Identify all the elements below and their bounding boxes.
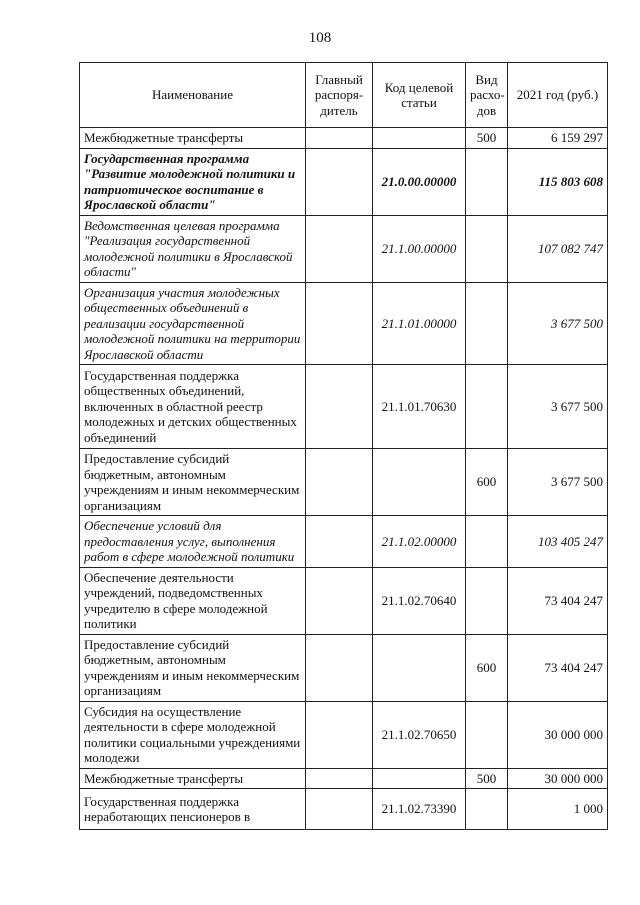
header-type: Вид расхо-дов	[466, 63, 508, 128]
cell-name: Предоставление субсидий бюджетным, автономным учреждениям и иным некоммерческим организациям	[80, 449, 306, 516]
table-row	[80, 701, 608, 768]
cell-type	[466, 701, 508, 768]
cell-amount: 107 082 747	[508, 215, 608, 282]
cell-name: Предоставление субсидий бюджетным, автономным учреждениям и иным некоммерческим организациям	[80, 634, 306, 701]
cell-name: Обеспечение условий для предоставления услуг, выполнения работ в сфере молодежной политики	[80, 516, 306, 568]
cell-code: 21.1.01.00000	[373, 282, 466, 365]
header-amount: 2021 год (руб.)	[508, 63, 608, 128]
cell-admin	[306, 789, 373, 830]
cell-type	[466, 282, 508, 365]
table-row	[80, 634, 608, 701]
cell-admin	[306, 701, 373, 768]
cell-type: 500	[466, 768, 508, 789]
cell-code	[373, 634, 466, 701]
header-name: Наименование	[80, 63, 306, 128]
cell-type: 500	[466, 128, 508, 149]
cell-type	[466, 789, 508, 830]
cell-admin	[306, 634, 373, 701]
cell-type: 600	[466, 634, 508, 701]
cell-code: 21.1.02.73390	[373, 789, 466, 830]
cell-code: 21.1.02.00000	[373, 516, 466, 568]
cell-name: Обеспечение деятельности учреждений, подведомственных учредителю в сфере молодежной политики	[80, 567, 306, 634]
cell-amount: 3 677 500	[508, 282, 608, 365]
table-row	[80, 516, 608, 568]
cell-admin	[306, 768, 373, 789]
cell-code	[373, 128, 466, 149]
cell-admin	[306, 128, 373, 149]
table-row	[80, 128, 608, 149]
table-row	[80, 449, 608, 516]
table-row	[80, 215, 608, 282]
page-number: 108	[308, 30, 332, 46]
budget-table	[79, 62, 608, 830]
cell-admin	[306, 567, 373, 634]
cell-name: Межбюджетные трансферты	[80, 768, 306, 789]
cell-name: Организация участия молодежных общественных объединений в реализации государственной молодежной политики на территории Ярославской области	[80, 282, 306, 365]
cell-amount: 103 405 247	[508, 516, 608, 568]
cell-name: Государственная поддержка неработающих пенсионеров в	[80, 789, 306, 830]
table-header-row	[80, 63, 608, 128]
table-row	[80, 768, 608, 789]
cell-name: Государственная поддержка общественных объединений, включенных в областной реестр молодежных и детских общественных объединений	[80, 365, 306, 449]
table-row	[80, 282, 608, 365]
cell-type	[466, 567, 508, 634]
cell-amount: 30 000 000	[508, 768, 608, 789]
cell-admin	[306, 449, 373, 516]
cell-amount: 115 803 608	[508, 148, 608, 215]
cell-admin	[306, 148, 373, 215]
cell-type	[466, 215, 508, 282]
table-row	[80, 567, 608, 634]
table-row	[80, 148, 608, 215]
header-code: Код целевой статьи	[373, 63, 466, 128]
table-row	[80, 365, 608, 449]
cell-code: 21.0.00.00000	[373, 148, 466, 215]
cell-amount: 3 677 500	[508, 449, 608, 516]
cell-type	[466, 365, 508, 449]
cell-type	[466, 516, 508, 568]
cell-code	[373, 449, 466, 516]
cell-name: Ведомственная целевая программа "Реализация государственной молодежной политики в Ярославской области"	[80, 215, 306, 282]
header-admin: Главный распоря-дитель	[306, 63, 373, 128]
cell-amount: 1 000	[508, 789, 608, 830]
cell-code: 21.1.02.70650	[373, 701, 466, 768]
cell-amount: 73 404 247	[508, 567, 608, 634]
cell-type	[466, 148, 508, 215]
cell-code: 21.1.00.00000	[373, 215, 466, 282]
cell-name: Субсидия на осуществление деятельности в сфере молодежной политики социальными учреждениями молодежи	[80, 701, 306, 768]
table-row	[80, 789, 608, 830]
cell-amount: 73 404 247	[508, 634, 608, 701]
cell-admin	[306, 516, 373, 568]
cell-admin	[306, 215, 373, 282]
cell-name: Государственная программа "Развитие молодежной политики и патриотическое воспитание в Ярославской области"	[80, 148, 306, 215]
cell-type: 600	[466, 449, 508, 516]
cell-name: Межбюджетные трансферты	[80, 128, 306, 149]
cell-code: 21.1.02.70640	[373, 567, 466, 634]
cell-amount: 30 000 000	[508, 701, 608, 768]
cell-admin	[306, 365, 373, 449]
cell-code: 21.1.01.70630	[373, 365, 466, 449]
cell-code	[373, 768, 466, 789]
cell-admin	[306, 282, 373, 365]
cell-amount: 6 159 297	[508, 128, 608, 149]
cell-amount: 3 677 500	[508, 365, 608, 449]
